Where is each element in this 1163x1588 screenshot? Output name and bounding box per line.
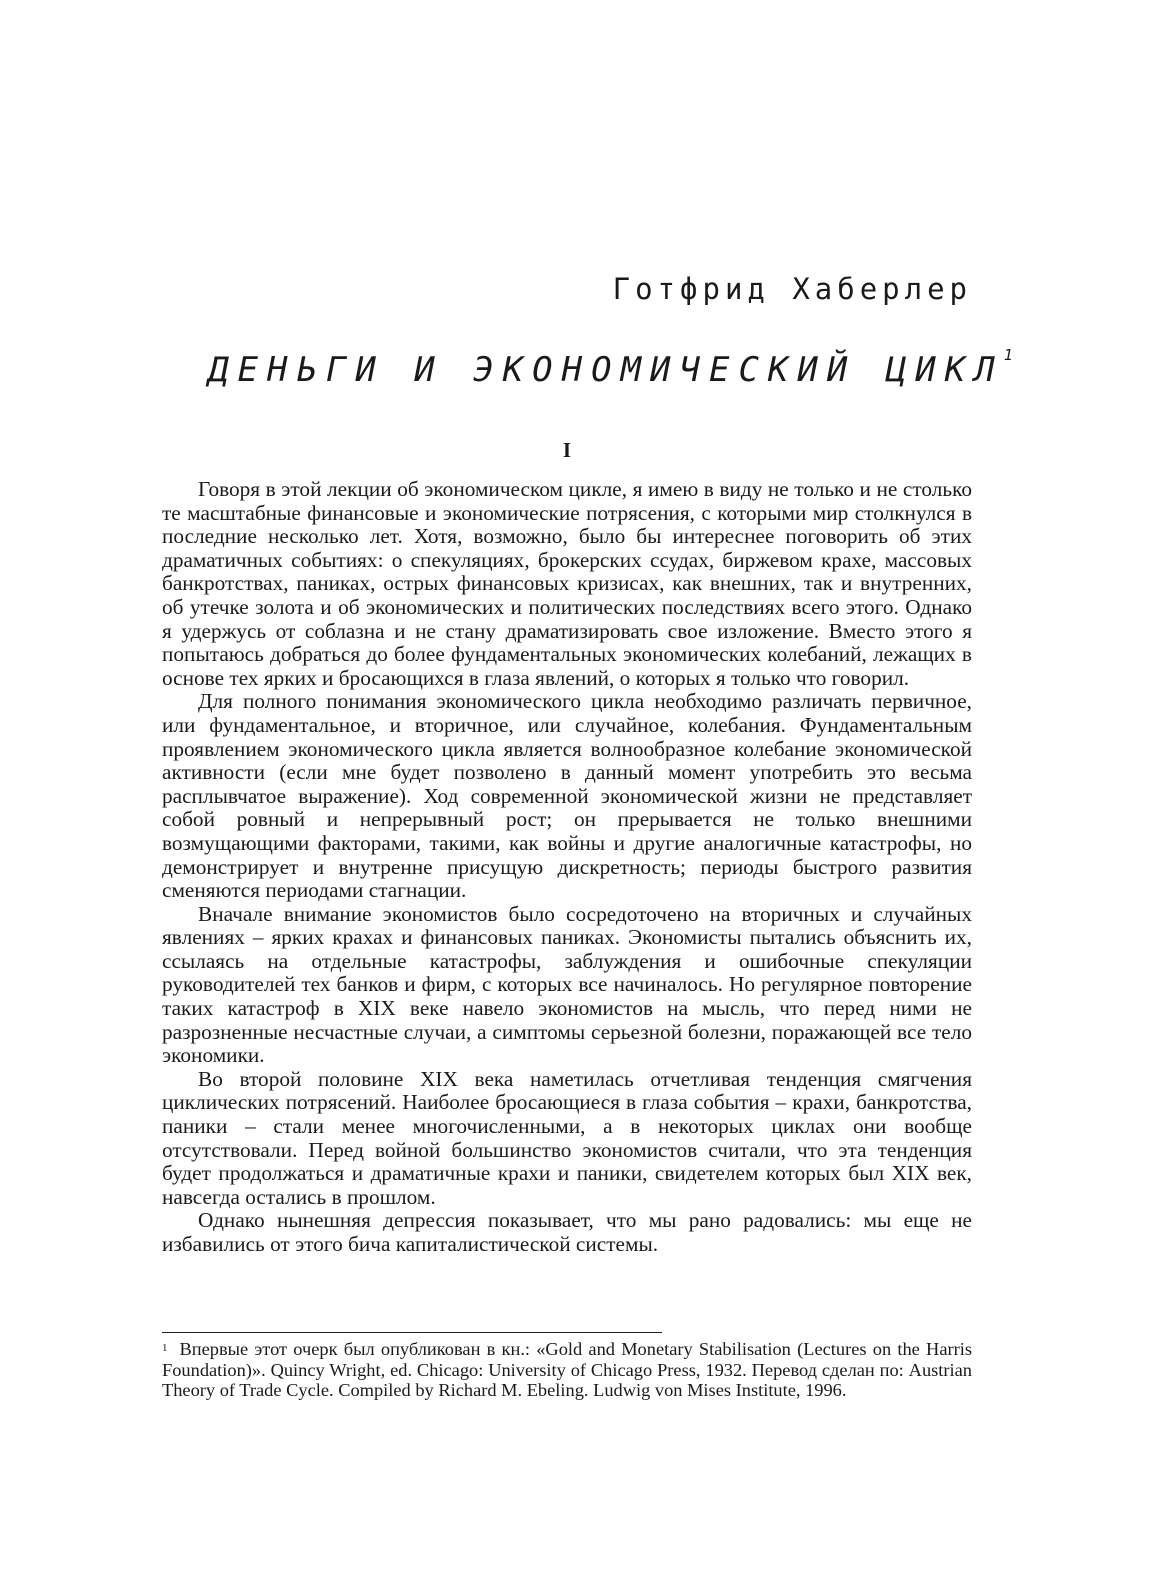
body-text <box>162 478 972 1257</box>
author-name: Готфрид Хаберлер <box>612 272 972 306</box>
chapter-title-text: ДЕНЬГИ И ЭКОНОМИЧЕСКИЙ ЦИКЛ <box>208 350 1004 390</box>
paragraph: Во второй половине XIX века наметилась отчетливая тенденция смягчения циклических потрясений. Наиболее бросающиеся в глаза события – крахи, банкротства, паники – стали менее многочисленными, а в некоторых циклах они вообще отсутствовали. Перед войной большинство экономистов считали, что эта тенденция будет продолжаться и драматичные крахи и паники, свидетелем которых был XIX век, навсегда остались в прошлом. <box>162 1066 972 1209</box>
paragraph: Вначале внимание экономистов было сосредоточено на вторичных и случайных явлениях – ярких крахах и финансовых паниках. Экономисты пытались объяснить их, ссылаясь на отдельные катастрофы, заблуждения и ошибочные спекуляции руководителей тех банков и фирм, с которых все начиналось. Но регулярное повторение таких катастроф в XIX веке навело экономистов на мысль, что перед ними не разрозненные несчастные случаи, а симптомы серьезной болезни, поражающей все тело экономики. <box>162 901 972 1068</box>
footnote-mark: 1 <box>162 1342 168 1354</box>
paragraph: Говоря в этой лекции об экономическом цикле, я имею в виду не только и не столько те масштабные финансовые и экономические потрясения, с которыми мир столкнулся в последние несколько лет. Хотя, возможно, было бы интереснее поговорить об этих драматичных событиях: о спекуляциях, брокерских ссудах, биржевом крахе, массовых банкротствах, паниках, острых финансовых кризисах, как внешних, так и внутренних, об утечке золота и об экономических и политических последствиях всего этого. Однако я удержусь от соблазна и не стану драматизировать свое изложение. Вместо этого я попытаюсь добраться до более фундаментальных экономических колебаний, лежащих в основе тех ярких и бросающихся в глаза явлений, о которых я только что говорил. <box>162 477 972 690</box>
footnote-text: Впервые этот очерк был опубликован в кн.: «Gold and Monetary Stabilisation (Lectures on the Harris Foundation)». Quincy Wright, ed. Chicago: University of Chicago Press, 1932. Перевод сделан по: Austrian Theory of Trade Cycle. Compiled by Richard M. Ebeling. Ludwig von Mises Institute, 1996. <box>162 1339 972 1401</box>
paragraph: Однако нынешняя депрессия показывает, что мы рано радовались: мы еще не избавились от этого бича капиталистической системы. <box>162 1208 972 1256</box>
chapter-title <box>208 346 1013 390</box>
footnote-divider <box>162 1332 662 1333</box>
footnote <box>162 1339 972 1401</box>
paragraph: Для полного понимания экономического цикла необходимо различать первичное, или фундаментальное, и вторичное, или случайное, колебания. Фундаментальным проявлением экономического цикла является волнообразное колебание экономической активности (если мне будет позволено в данный момент употребить это весьма расплывчатое выражение). Ход современной экономической жизни не представляет собой ровный и непрерывный рост; он прерывается не только внешними возмущающими факторами, такими, как войны и другие аналогичные катастрофы, но демонстрирует и внутренне присущую дискретность; периоды быстрого развития сменяются периодами стагнации. <box>162 689 972 903</box>
title-footnote-mark: 1 <box>1003 346 1013 364</box>
section-number: I <box>562 438 572 462</box>
